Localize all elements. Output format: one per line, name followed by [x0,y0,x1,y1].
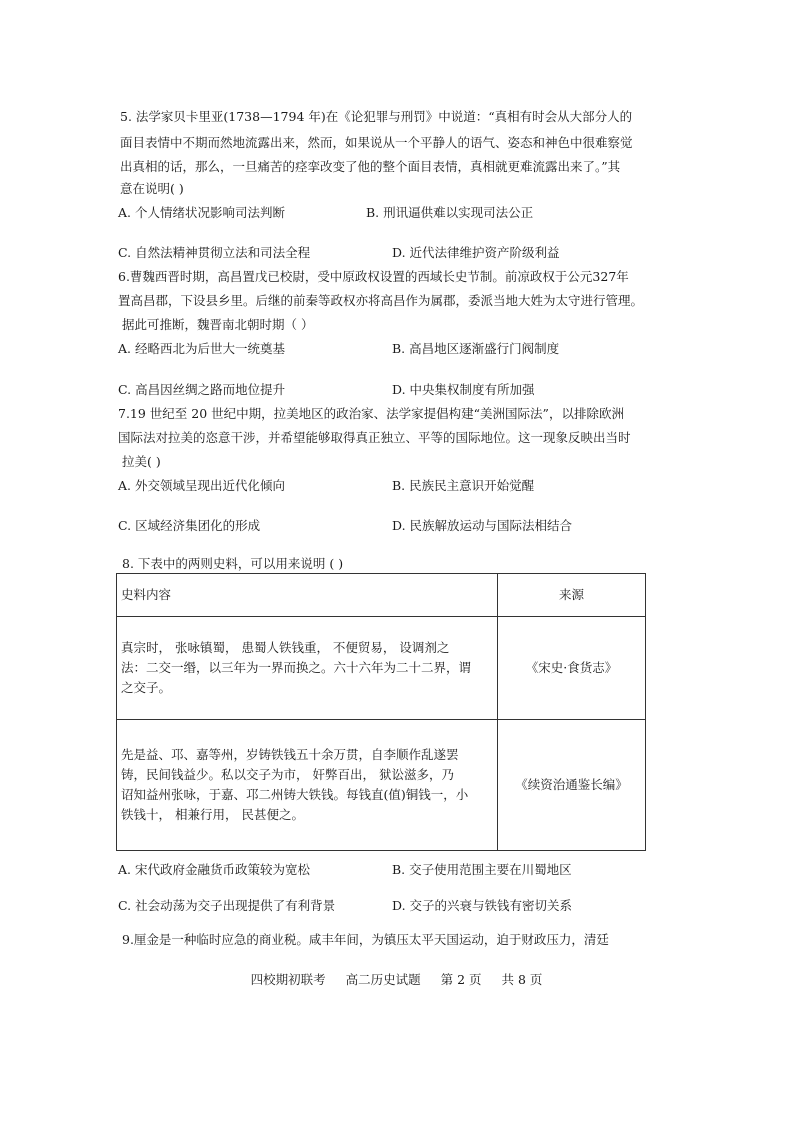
q6-option-d: D. 中央集权制度有所加强 [392,382,535,397]
q6-stem-line-3: 据此可推断，魏晋南北朝时期（ ） [122,317,314,332]
q6-stem-line-2: 置高昌郡，下设县乡里。后继的前秦等政权亦将高昌作为属郡，委派当地大姓为太守进行管理。 [118,293,644,308]
q5-stem-line-2: 面目表情中不期而然地流露出来，然而，如果说从一个平静人的语气、姿态和神色中很难察觉 [120,135,633,150]
table-row [117,720,646,851]
q8-stem: 8. 下表中的两则史料，可以用来说明 ( ) [122,556,344,571]
row-2-content-line: 诏知益州张咏，于嘉、邛二州铸大铁钱。每钱直(值)铜钱一，小 [121,787,469,802]
q5-stem-line-4: 意在说明( ) [120,181,184,196]
source-table [116,573,646,851]
q5-option-b: B. 刑讯逼供难以实现司法公正 [366,205,534,220]
row-1-content [117,617,498,720]
q9-stem-line-1: 9.厘金是一种临时应急的商业税。咸丰年间，为镇压太平天国运动，迫于财政压力，清廷 [122,932,609,947]
page-footer [0,970,793,988]
q6-option-c: C. 高昌因丝绸之路而地位提升 [118,382,286,397]
q8-option-b: B. 交子使用范围主要在川蜀地区 [392,862,572,877]
row-2-source: 《续资治通鉴长编》 [498,720,646,851]
q5-option-d: D. 近代法律维护资产阶级利益 [392,245,560,260]
q5-stem-line-1: 5. 法学家贝卡里亚(1738—1794 年)在《论犯罪与刑罚》中说道：“真相有时会从大部分人的 [120,109,633,124]
q5-option-a: A. 个人情绪状况影响司法判断 [118,205,285,220]
q7-stem-line-1: 7.19 世纪至 20 世纪中期，拉美地区的政治家、法学家提倡构建“美洲国际法”，以排除欧洲 [118,406,624,421]
row-2-content-line: 铸，民间钱益少。私以交子为市， 奸弊百出， 狱讼滋多，乃 [121,767,454,782]
row-1-content-line: 真宗时， 张咏镇蜀， 患蜀人铁钱重， 不便贸易， 设调剂之 [121,640,450,655]
table-header-row [117,574,646,617]
header-source: 来源 [498,574,646,617]
q7-option-b: B. 民族民主意识开始觉醒 [392,478,535,493]
q5-option-c: C. 自然法精神贯彻立法和司法全程 [118,245,311,260]
footer-total: 共 8 页 [501,972,543,987]
q7-option-c: C. 区域经济集团化的形成 [118,518,261,533]
row-2-content-line: 先是益、邛、嘉等州，岁铸铁钱五十余万贯，自李顺作乱遂罢 [121,747,459,762]
row-1-content-line: 之交子。 [121,680,172,695]
q7-option-a: A. 外交领域呈现出近代化倾向 [118,478,285,493]
q7-stem-line-2: 国际法对拉美的恣意干涉，并希望能够取得真正独立、平等的国际地位。这一现象反映出当时 [118,430,631,445]
row-2-content [117,720,498,851]
row-1-source: 《宋史·食货志》 [498,617,646,720]
q7-stem-line-3: 拉美( ) [122,454,161,469]
q6-option-a: A. 经略西北为后世大一统奠基 [118,341,285,356]
q8-option-c: C. 社会动荡为交子出现提供了有利背景 [118,898,336,913]
q6-option-b: B. 高昌地区逐渐盛行门阀制度 [392,341,560,356]
q5-stem-line-3: 出真相的话，那么，一旦痛苦的痉挛改变了他的整个面目表情，真相就更难流露出来了。”其 [120,159,621,174]
q6-stem-line-1: 6.曹魏西晋时期，高昌置戊已校尉，受中原政权设置的西域长史节制。前凉政权于公元327年 [118,269,629,284]
footer-page: 第 2 页 [440,972,482,987]
footer-subject: 高二历史试题 [345,972,421,987]
header-content: 史料内容 [117,574,498,617]
footer-exam: 四校期初联考 [250,972,326,987]
q8-option-a: A. 宋代政府金融货币政策较为宽松 [118,862,310,877]
table-row [117,617,646,720]
row-2-content-line: 铁钱十， 相兼行用， 民甚便之。 [121,807,304,822]
q7-option-d: D. 民族解放运动与国际法相结合 [392,518,573,533]
q8-option-d: D. 交子的兴衰与铁钱有密切关系 [392,898,573,913]
row-1-content-line: 法：二交一缗，以三年为一界而换之。六十六年为二十二界，谓 [121,660,472,675]
